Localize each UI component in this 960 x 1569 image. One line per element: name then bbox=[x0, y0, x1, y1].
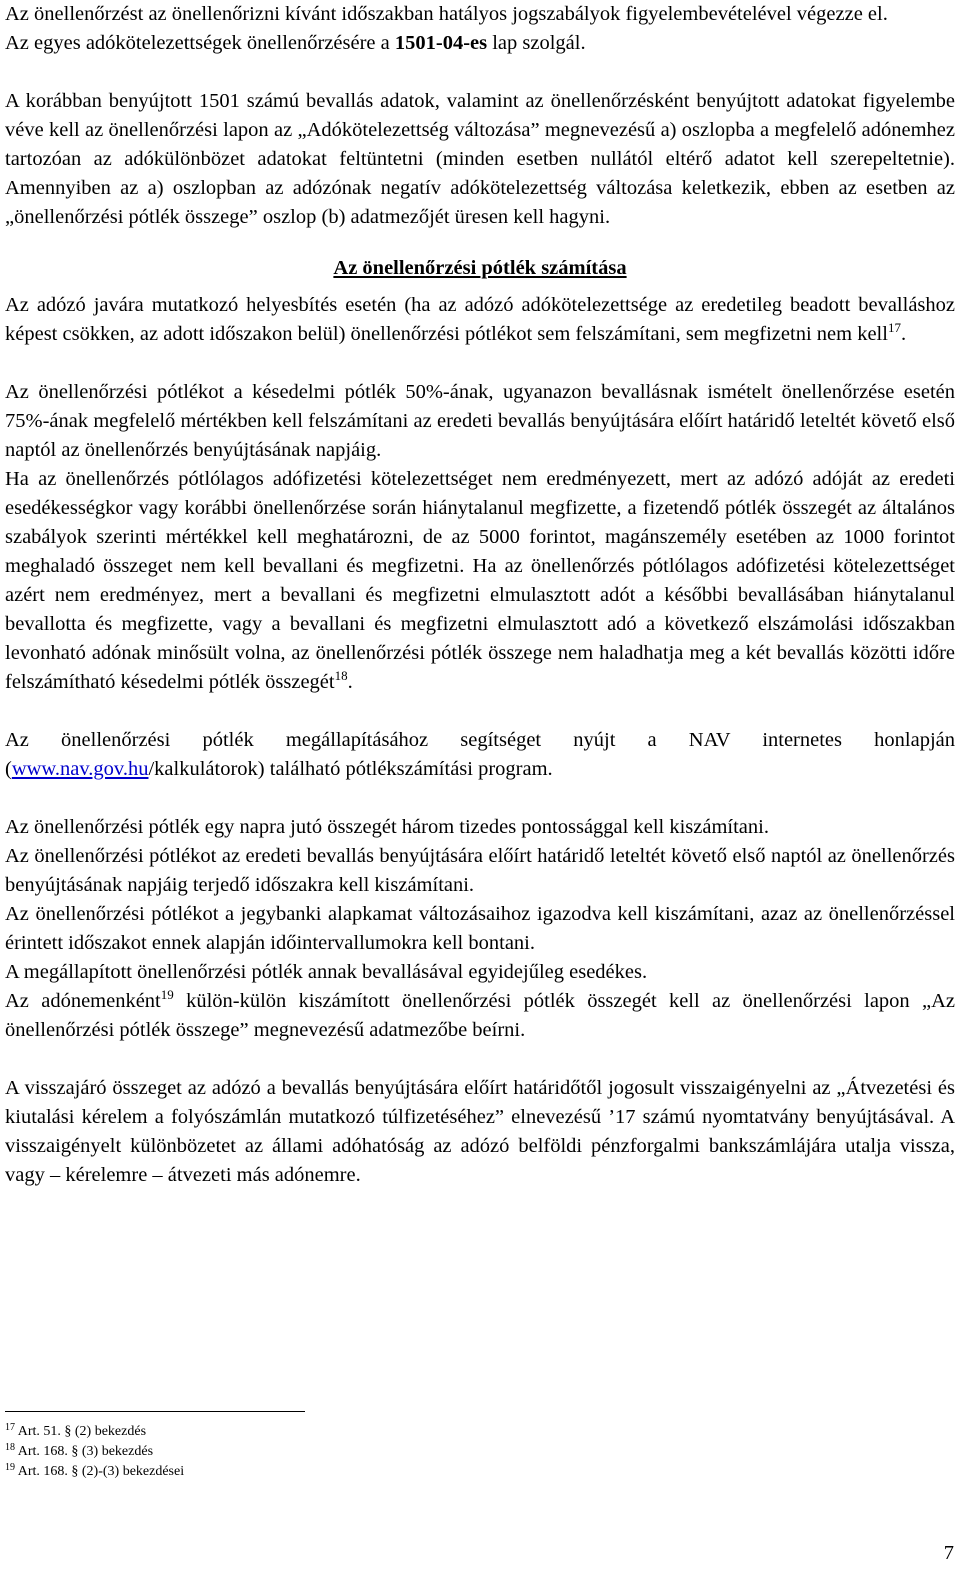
rule-4: A megállapított önellenőrzési pótlék annak bevallásával egyidejűleg esedékes. bbox=[5, 961, 648, 983]
paragraph-potlek-2: Ha az önellenőrzés pótlólagos adófizetési kötelezettséget nem eredményezett, mert az adózó adóját az eredeti esedékességkor vagy korábbi önellenőrzése során hiánytalanul megfizette, a fizetendő pótlék összegét az általános szabályok szerinti mértékkel kell meghatározni, de az 5000 forintot, magánszemély esetében az 1000 forintot meghaladó összeget nem kell bevallani és megfizetni. Ha az önellenőrzés pótlólagos adófizetési kötelezettséget azért nem eredményez, mert a bevallani és megfizetni elmulasztott adót a későbbi bevallásában hiánytalanul bevallotta és megfizette, vagy a bevallani és megfizetni elmulasztott adó a következő elszámolási időszakban levonható adónak minősült volna, az önellenőrzési pótlék összege nem haladhatja meg a két bevallás közötti időre felszámítható késedelmi pótlék összegét$^{18}$. bbox=[5, 468, 955, 693]
paragraph-javara: Az adózó javára mutatkozó helyesbítés esetén (ha az adózó adókötelezettsége az eredetileg beadott bevalláshoz képest csökken, az adott időszakon belül) önellenőrzési pótlékot sem felszámítani, sem megfizetni nem kell$^{17}$. bbox=[5, 294, 955, 345]
paragraph-korabban: A korábban benyújtott 1501 számú bevallás adatok, valamint az önellenőrzésként benyújtott adatokat figyelembe véve kell az önellenőrzési lapon az „Adókötelezettség változása” megnevezésű a) oszlopba a megfelelő adónemhez tartozóan az adókülönbözet adatokat feltüntetni (minden esetben nullától eltérő adatot kell szerepeltetnie). Amennyiben az a) oszlopban az adózónak negatív adókötelezettség változása keletkezik, ebben az esetben az „önellenőrzési pótlék összege” oszlop (b) adatmezőjét üresen kell hagyni. bbox=[5, 90, 955, 228]
intro-line-1: Az önellenőrzést az önellenőrizni kívánt időszakban hatályos jogszabályok figyelembevételével végezze el. bbox=[5, 3, 888, 25]
rule-5: Az adónemenként$^{19}$ külön-külön kiszámított önellenőrzési pótlék összegét kell az önellenőrzési lapon „Az önellenőrzési pótlék összege” megnevezésű adatmezőbe beírni. bbox=[5, 987, 955, 1041]
paragraph-potlek-1: Az önellenőrzési pótlékot a késedelmi pótlék 50%-ának, ugyanazon bevallásnak ismételt önellenőrzése esetén 75%-ának megfelelő mértékben kell felszámítani az eredeti bevallás benyújtására előírt határidő leteltét követő első naptól az önellenőrzés benyújtásának napjáig. bbox=[5, 381, 955, 461]
page-number: 7 bbox=[943, 1542, 954, 1564]
section-title: Az önellenőrzési pótlék számítása bbox=[333, 257, 627, 279]
footnote-ref-19[interactable]: 19 bbox=[160, 987, 174, 1002]
nav-website-link[interactable]: www.nav.gov.hu bbox=[11, 758, 149, 780]
paragraph-potlek-2-text: Ha az önellenőrzés pótlólagos adófizetési kötelezettséget nem eredményezett, mert az adózó adóját az eredeti esedékességkor vagy korábbi önellenőrzése során hiánytalanul megfizette, a fizetendő pótlék összegét az általános szabályok szerinti mértékkel kell meghatározni, de az 5000 forintot, magánszemély esetében az 1000 forintot meghaladó összeget nem kell bevallani és megfizetni. Ha az önellenőrzés pótlólagos adófizetési kötelezettséget azért nem eredményez, mert a bevallani és megfizetni elmulasztott adót a későbbi bevallásában hiánytalanul bevallotta és megfizette, vagy a bevallani és megfizetni elmulasztott adó a következő elszámolási időszakban levonható adónak minősült volna, az önellenőrzési pótlék összege nem haladhatja meg a két bevallás közötti időre felszámítható késedelmi pótlék összegét bbox=[5, 468, 955, 693]
rule-3: Az önellenőrzési pótlékot a jegybanki alapkamat változásaihoz igazodva kell kiszámítani, azaz az önellenőrzéssel érintett időszakot ennek alapján időintervallumokra kell bontani. bbox=[5, 903, 955, 954]
document-page bbox=[5, 0, 955, 1190]
footnote-ref-17[interactable]: 17 bbox=[887, 320, 901, 335]
form-code-bold: 1501-04-es bbox=[394, 32, 488, 54]
footnote-ref-18[interactable]: 18 bbox=[334, 668, 348, 683]
footnotes bbox=[5, 1422, 605, 1482]
paragraph-nav: Az önellenőrzési pótlék megállapításához segítséget nyújt a NAV internetes honlapján (www.nav.gov.hu/kalkulátorok) található pótlékszámítási program. bbox=[5, 729, 955, 780]
footnote-17: $^{17}$ Art. 51. § (2) bekezdés bbox=[5, 1422, 147, 1439]
paragraph-visszajaro: A visszajáró összeget az adózó a bevallás benyújtására előírt határidőtől jogosult visszaigényelni az „Átvezetési és kiutalási kérelem a folyószámlán mutatkozó túlfizetéséhez” elnevezésű ’17 számú nyomtatvány benyújtásával. A visszaigényelt különbözetet az állami adóhatóság az adózó belföldi pénzforgalmi bankszámlájára utalja vissza, vagy – kérelemre – átvezeti más adónemre. bbox=[5, 1077, 955, 1186]
intro-line-2 bbox=[5, 29, 955, 58]
footnote-19: $^{19}$ Art. 168. § (2)-(3) bekezdései bbox=[5, 1462, 185, 1479]
intro-line-2-pre: Az egyes adókötelezettségek önellenőrzésére a bbox=[5, 32, 395, 54]
footnote-divider bbox=[5, 1411, 305, 1412]
rule-2: Az önellenőrzési pótlékot az eredeti bevallás benyújtására előírt határidő leteltét követő első naptól az önellenőrzés benyújtásának napjáig terjedő időszakra kell kiszámítani. bbox=[5, 845, 955, 896]
intro-line-2-post: lap szolgál. bbox=[487, 32, 586, 54]
footnote-18: $^{18}$ Art. 168. § (3) bekezdés bbox=[5, 1442, 154, 1459]
rule-1: Az önellenőrzési pótlék egy napra jutó összegét három tizedes pontossággal kell kiszámítani. bbox=[5, 816, 769, 838]
paragraph-javara-text: Az adózó javára mutatkozó helyesbítés esetén (ha az adózó adókötelezettsége az eredetileg beadott bevalláshoz képest csökken, az adott időszakon belül) önellenőrzési pótlékot sem felszámítani, sem megfizetni nem kell bbox=[5, 294, 955, 345]
